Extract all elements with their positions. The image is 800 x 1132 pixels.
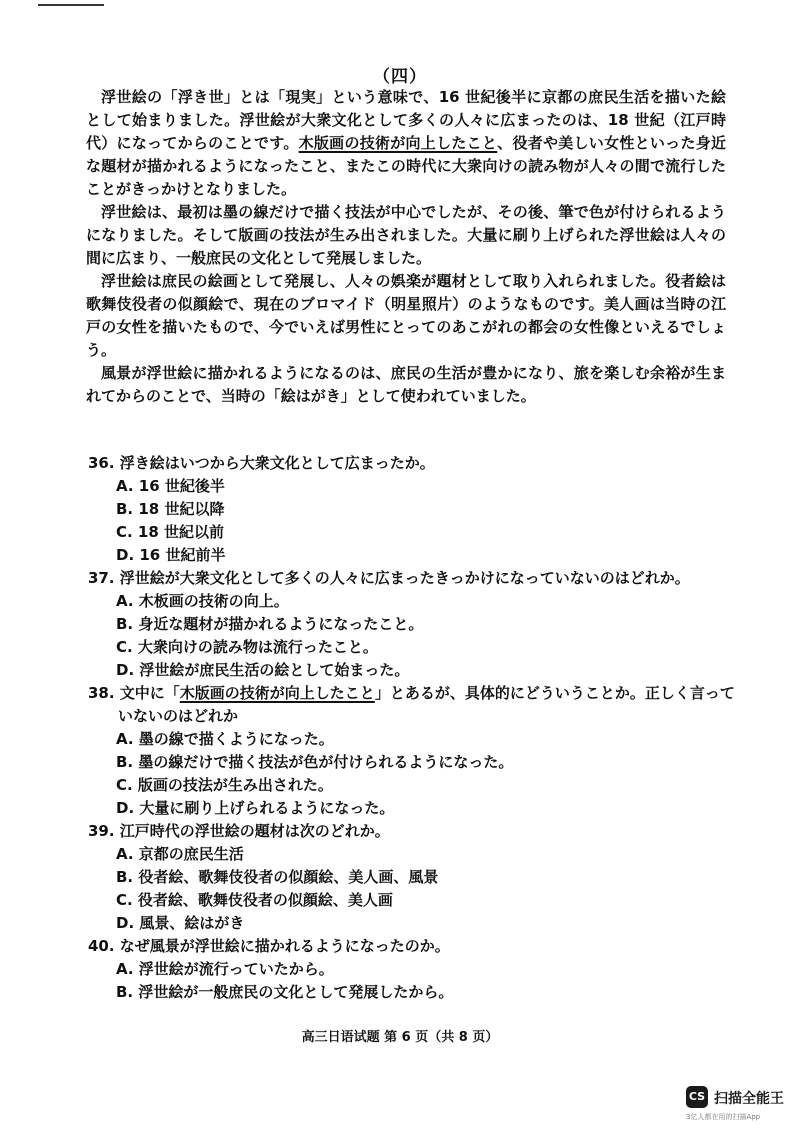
underlined-phrase: 木版画の技術が向上したこと: [179, 684, 375, 702]
top-rule: [38, 4, 104, 6]
option-c: C. 版画の技法が生み出された。: [116, 776, 333, 794]
underlined-phrase: 木版画の技術が向上したこと: [298, 134, 498, 152]
question-stem-a: 38. 文中に「: [88, 684, 180, 702]
paragraph-3: 浮世絵は庶民の絵画として発展し、人々の娯楽が題材として取り入れられました。役者絵は歌舞伎役者の似顔絵で、現在のブロマイド（明星照片）のようなものです。美人画は当時の江戸の女性を描いたもので、今でいえば男性にとってのあこがれの都会の女性像といえるでしょう。: [86, 272, 726, 359]
question-40: [88, 935, 738, 1004]
option-b: B. 浮世絵が一般庶民の文化として発展したから。: [116, 983, 454, 1001]
option-a: A. 16 世紀後半: [116, 477, 225, 495]
option-a: A. 木板画の技術の向上。: [116, 592, 289, 610]
question-stem: 36. 浮き絵はいつから大衆文化として広まったか。: [88, 454, 435, 472]
question-list: [88, 452, 738, 1004]
option-c: C. 役者絵、歌舞伎役者の似顔絵、美人画: [116, 891, 393, 909]
question-stem: [88, 682, 738, 728]
option-d: D. 風景、絵はがき: [116, 914, 245, 932]
option-a: A. 京都の庶民生活: [116, 845, 244, 863]
option-a: A. 墨の線で描くようになった。: [116, 730, 334, 748]
scanner-app-name: 扫描全能王: [714, 1091, 784, 1107]
question-38: [88, 682, 738, 820]
scanner-watermark: [686, 1086, 796, 1126]
option-d: D. 大量に刷り上げられるようになった。: [116, 799, 395, 817]
option-b: B. 18 世紀以降: [116, 500, 225, 518]
option-b: B. 役者絵、歌舞伎役者の似顔絵、美人画、風景: [116, 868, 439, 886]
camscanner-logo-icon: CS: [686, 1086, 708, 1108]
paragraph-2: 浮世絵は、最初は墨の線だけで描く技法が中心でしたが、その後、筆で色が付けられるようになりました。そして版画の技法が生み出されました。大量に刷り上げられた浮世絵は人々の間に広まり、一般庶民の文化として発展しました。: [86, 203, 726, 267]
option-b: B. 墨の線だけで描く技法が色が付けられるようになった。: [116, 753, 514, 771]
paragraph-1: [86, 86, 726, 201]
option-c: C. 大衆向けの読み物は流行ったこと。: [116, 638, 378, 656]
scanner-tagline: 3亿人都在用的扫描App: [686, 1113, 761, 1121]
question-stem: 40. なぜ風景が浮世絵に描かれるようになったのか。: [88, 937, 450, 955]
page-footer: 高三日语试题 第 6 页（共 8 页）: [301, 1030, 499, 1045]
reading-passage: [86, 86, 726, 408]
question-stem: 37. 浮世絵が大衆文化として多くの人々に広まったきっかけになっていないのはどれか。: [88, 569, 690, 587]
option-d: D. 16 世紀前半: [116, 546, 226, 564]
paragraph-1-text-a: 浮世絵の「浮き世」とは「現実」という意味で、16 世紀後半に京都の庶民生活を描いた絵として始まりました。浮世絵が大衆文化として多くの人々に広まったのは、18 世紀（江戸時代）になってからのことです。: [86, 88, 726, 152]
option-a: A. 浮世絵が流行っていたから。: [116, 960, 334, 978]
question-36: [88, 452, 738, 567]
question-39: [88, 820, 738, 935]
paragraph-1-text-b: 、役者や美しい女性といった身近な題材が描かれるようになったこと、またこの時代に大衆向けの読み物が人々の間で流行したことがきっかけとなりました。: [86, 134, 726, 198]
question-stem: 39. 江戸時代の浮世絵の題材は次のどれか。: [88, 822, 390, 840]
question-37: [88, 567, 738, 682]
paragraph-4: 風景が浮世絵に描かれるようになるのは、庶民の生活が豊かになり、旅を楽しむ余裕が生まれてからのことで、当時の「絵はがき」として使われていました。: [86, 364, 726, 405]
section-title: （四）: [373, 67, 427, 87]
option-b: B. 身近な題材が描かれるようになったこと。: [116, 615, 424, 633]
question-stem-b: 」とあるが、具体的にどういうことか。正しく言っていないのはどれか: [118, 684, 735, 725]
option-c: C. 18 世紀以前: [116, 523, 225, 541]
option-d: D. 浮世絵が庶民生活の絵として始まった。: [116, 661, 410, 679]
